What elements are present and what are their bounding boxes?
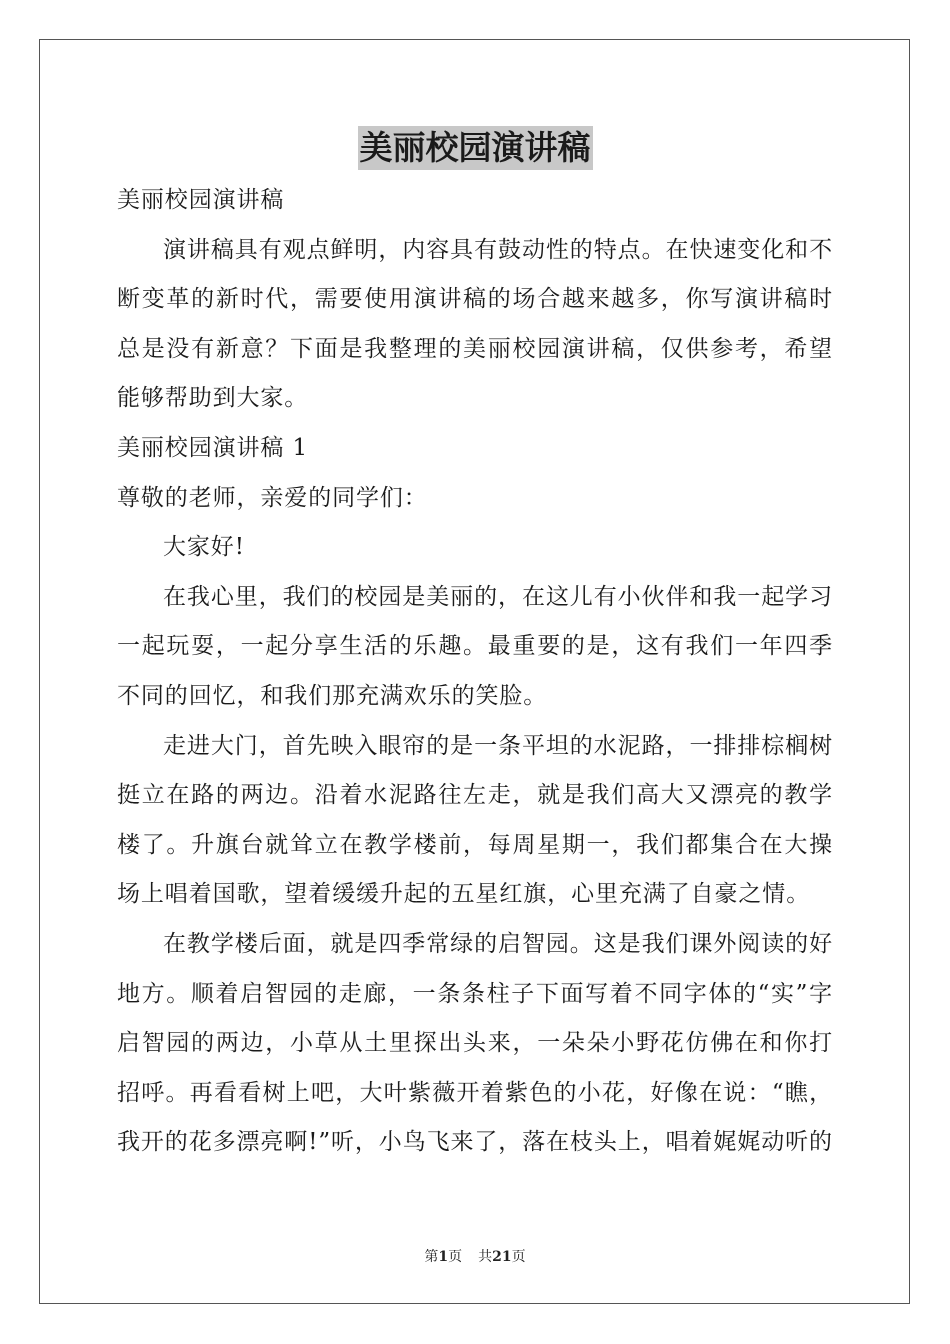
- document-title-text: 美丽校园演讲稿: [358, 126, 593, 170]
- paragraph-salutation: 尊敬的老师，亲爱的同学们：: [117, 484, 428, 511]
- document-title: [0, 126, 950, 170]
- paragraph-subtitle: 美丽校园演讲稿: [117, 187, 285, 213]
- paragraph-body: 走进大门，首先映入眼帘的是一条平坦的水泥路，一排排棕榈树挺立在路的两边。沿着水泥路往左走，就是我们高大又漂亮的教学楼了。升旗台就耸立在教学楼前，每周星期一，我们都集合在大操场上唱着国歌，望着缓缓升起的五星红旗，心里充满了自豪之情。: [117, 732, 833, 908]
- paragraph-body: 在我心里，我们的校园是美丽的，在这儿有小伙伴和我一起学习一起玩耍，一起分享生活的乐趣。最重要的是，这有我们一年四季不同的回忆，和我们那充满欢乐的笑脸。: [117, 583, 833, 709]
- page-suffix: 页: [448, 1249, 463, 1265]
- page-footer: [0, 1248, 950, 1266]
- page-number: 1: [438, 1249, 449, 1265]
- page-prefix: 第: [424, 1249, 439, 1265]
- paragraph-greeting: 大家好!: [163, 534, 245, 561]
- paragraph-section-heading: 美丽校园演讲稿 1: [117, 434, 309, 461]
- total-prefix: 共: [478, 1249, 493, 1265]
- paragraph-body: 在教学楼后面，就是四季常绿的启智园。这是我们课外阅读的好地方。顺着启智园的走廊，一条条柱子下面写着不同字体的“实”字启智园的两边，小草从土里探出头来，一朵朵小野花仿佛在和你打招呼。再看看树上吧，大叶紫薇开着紫色的小花，好像在说：“瞧，我开的花多漂亮啊!”听，小鸟飞来了，落在枝头上，唱着娓娓动听的: [117, 930, 833, 1156]
- document-body: [117, 176, 833, 1168]
- total-pages: 21: [492, 1249, 512, 1265]
- paragraph-intro: 演讲稿具有观点鲜明，内容具有鼓动性的特点。在快速变化和不断变革的新时代，需要使用演讲稿的场合越来越多，你写演讲稿时总是没有新意？下面是我整理的美丽校园演讲稿，仅供参考，希望能够帮助到大家。: [117, 236, 833, 412]
- total-suffix: 页: [511, 1249, 526, 1265]
